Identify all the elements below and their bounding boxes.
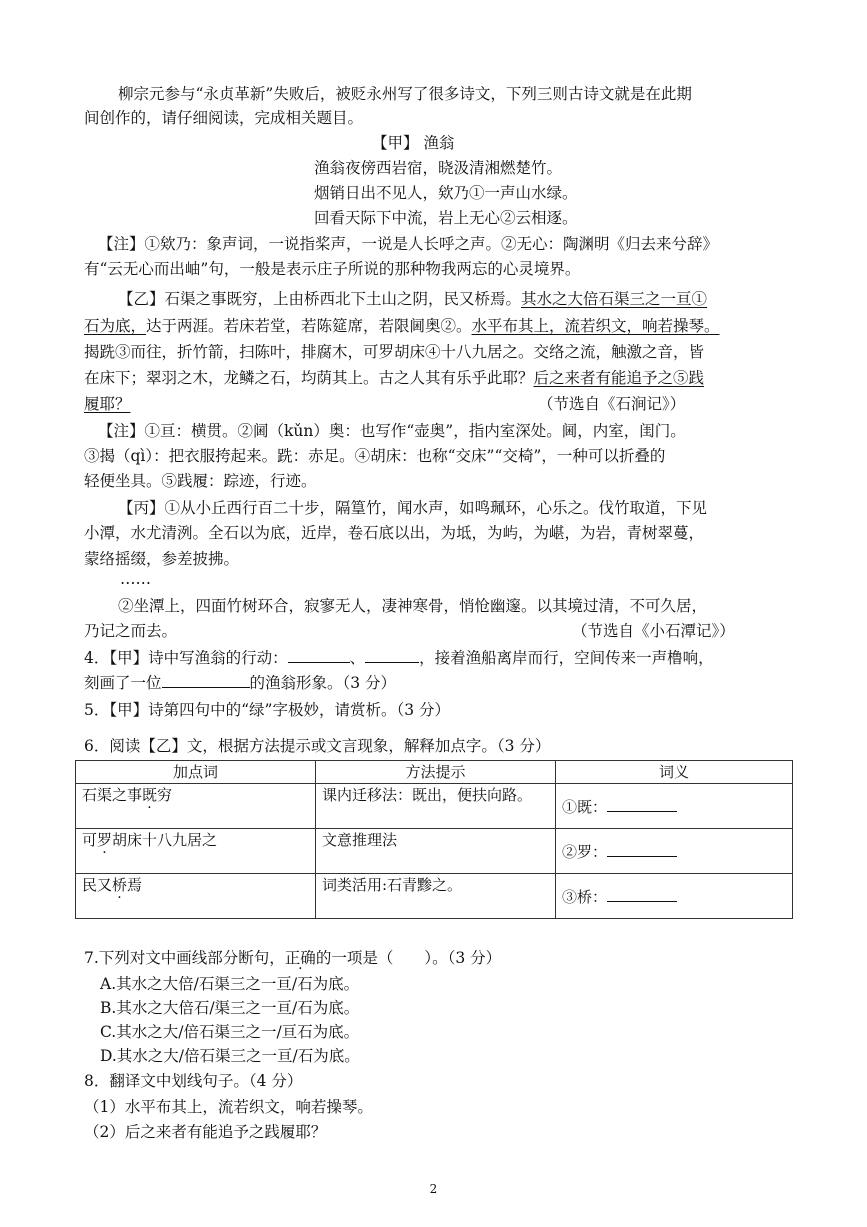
answer-blank[interactable] [607,797,677,812]
yi-underlined-2: 石为底， [84,317,147,335]
dotted-char: 罗 [97,831,113,849]
yi-line-4 [84,368,704,388]
table-cell-hint: 课内迁移法：既出，便扶向路。 [316,784,556,829]
word-text: 胡床十八九居之 [112,831,218,849]
yi-source: （节选自《石涧记》） [538,395,686,413]
q4-text: 的渔翁形象。（3 分） [249,674,397,692]
option-a[interactable]: A.其水之大倍/石渠三之一亘/石为底。 [100,975,360,993]
bing-line-1: 【丙】①从小丘西行百二十步，隔篁竹，闻水声，如鸣珮环，心乐之。伐竹取道，下见 [118,499,708,517]
q4-text: 刻画了一位 [84,674,162,692]
yi-text: 【乙】石渠之事既穷，上由桥西北下土山之阴，民又桥焉。 [118,290,522,308]
q4-blank-1[interactable] [288,648,350,663]
question-8-sentence-1: （1）水平布其上，流若织文，响若操琴。 [84,1098,373,1116]
note-yi-line-1: 【注】①亘：横贯。②阃（kǔn）奥：也写作“壶奥”，指内室深处。阃，内室，闺门。 [98,422,686,440]
yi-underlined-1: 其水之大倍石渠三之一亘① [521,290,708,308]
q4-text: ，接着渔船离岸而行，空间传来一声橹响， [419,649,714,667]
yi-underlined-4: 后之来者有能追予之⑤践 [533,369,705,387]
dotted-text: 正确 [284,949,316,967]
q7-text: 的一项是（ ）。（3 分） [315,949,502,967]
q7-text: 7.下列对文中画线部分断句， [84,949,285,967]
vocab-table [75,760,793,919]
yi-line-5 [84,394,131,414]
q4-separator: 、 [349,649,366,667]
question-7 [84,948,501,968]
question-6: 6．阅读【乙】文，根据方法提示或文言现象，解释加点字。（3 分） [84,737,551,755]
table-header: 词义 [556,761,793,784]
table-cell-hint: 文意推理法 [316,829,556,874]
word-text: 焉 [127,876,143,894]
table-cell-hint: 词类活用:石青黪之。 [316,874,556,919]
table-cell-answer [556,874,793,919]
word-text: 民又 [82,876,113,894]
note-jia-line-1: 【注】①欸乃：象声词，一说指桨声，一说是人长呼之声。②无心：陶渊明《归去来兮辞》 [98,235,719,253]
question-5: 5．【甲】诗第四句中的“绿”字极妙，请赏析。（3 分） [84,701,450,719]
word-text: 穷 [157,786,173,804]
intro-line-1: 柳宗元参与“永贞革新”失败后，被贬永州写了很多诗文，下列三则古诗文就是在此期 [118,85,692,103]
yi-line-2 [84,316,720,336]
table-row [76,874,793,919]
poem-line-3: 回看天际下中流，岩上无心②云相逐。 [314,209,578,227]
bing-line-4: ②坐潭上，四面竹树环合，寂寥无人，凄神寒骨，悄怆幽邃。以其境过清，不可久居， [118,597,708,615]
bing-source: （节选自《小石潭记》） [572,622,735,640]
table-cell-word [76,874,316,919]
table-cell-word [76,784,316,829]
q4-blank-2[interactable] [365,648,419,663]
bing-line-2: 小潭，水尤清洌。全石以为底，近岸，卷石底以出，为坻，为屿，为嵁，为岩，青树翠蔓， [84,524,705,542]
dotted-char: 既 [142,786,158,804]
table-cell-answer [556,829,793,874]
option-c[interactable]: C.其水之大/倍石渠三之一/亘石为底。 [100,1023,360,1041]
table-row [76,829,793,874]
bing-line-3: 蒙络摇缀，参差披拂。 [84,550,240,568]
poem-heading: 【甲】 渔翁 [372,134,455,152]
q4-blank-3[interactable] [162,673,250,688]
poem-line-2: 烟销日出不见人，欸乃①一声山水绿。 [314,184,578,202]
answer-blank[interactable] [607,842,677,857]
yi-line-1 [118,289,707,309]
bing-ellipsis: …… [120,570,151,588]
answer-blank[interactable] [607,887,677,902]
table-header-row [76,761,793,784]
yi-text: 在床下；翠羽之木，龙鳞之石，均荫其上。古之人其有乐乎此耶？ [84,369,534,387]
option-b[interactable]: B.其水之大倍石/渠三之一亘/石为底。 [100,999,360,1017]
word-text: 石渠之事 [82,786,143,804]
yi-text: 达于两涯。若床若堂，若陈筵席，若限阃奥②。 [146,317,472,335]
option-d[interactable]: D.其水之大/倍石渠三之一亘/石为底。 [100,1047,360,1065]
table-header: 加点词 [76,761,316,784]
table-cell-answer [556,784,793,829]
question-4-line-1 [84,648,714,668]
question-4-line-2 [84,673,396,693]
page-number: 2 [429,1182,438,1196]
answer-label: ①既： [562,797,608,816]
note-jia-line-2: 有“云无心而出岫”句，一般是表示庄子所说的那种物我两忘的心灵境界。 [84,260,581,278]
bing-line-5: 乃记之而去。 [84,622,178,640]
intro-line-2: 间创作的，请仔细阅读，完成相关题目。 [84,109,364,127]
table-row [76,784,793,829]
note-yi-line-2: ③揭（qì）：把衣服挎起来。跣：赤足。④胡床：也称“交床”“交椅”，一种可以折叠的 [84,447,666,465]
question-8-sentence-2: （2）后之来者有能追予之践履耶？ [84,1123,327,1141]
table-cell-word [76,829,316,874]
answer-label: ②罗： [562,842,608,861]
dotted-char: 桥 [112,876,128,894]
yi-line-3: 揭跣③而往，折竹箭，扫陈叶，排腐木，可罗胡床④十八九居之。交络之流，触激之音，皆 [84,343,705,361]
yi-underlined-3: 水平布其上，流若织文，响若操琴。 [471,317,720,335]
yi-underlined-5: 履耶？ [84,395,131,413]
q4-text: 4．【甲】诗中写渔翁的行动： [84,649,288,667]
question-8: 8．翻译文中划线句子。（4 分） [84,1072,303,1090]
word-text: 可 [82,831,98,849]
answer-label: ③桥： [562,887,608,906]
note-yi-line-3: 轻便坐具。⑤践履：踪迹，行迹。 [84,472,317,490]
poem-line-1: 渔翁夜傍西岩宿，晓汲清湘燃楚竹。 [314,159,563,177]
table-header: 方法提示 [316,761,556,784]
